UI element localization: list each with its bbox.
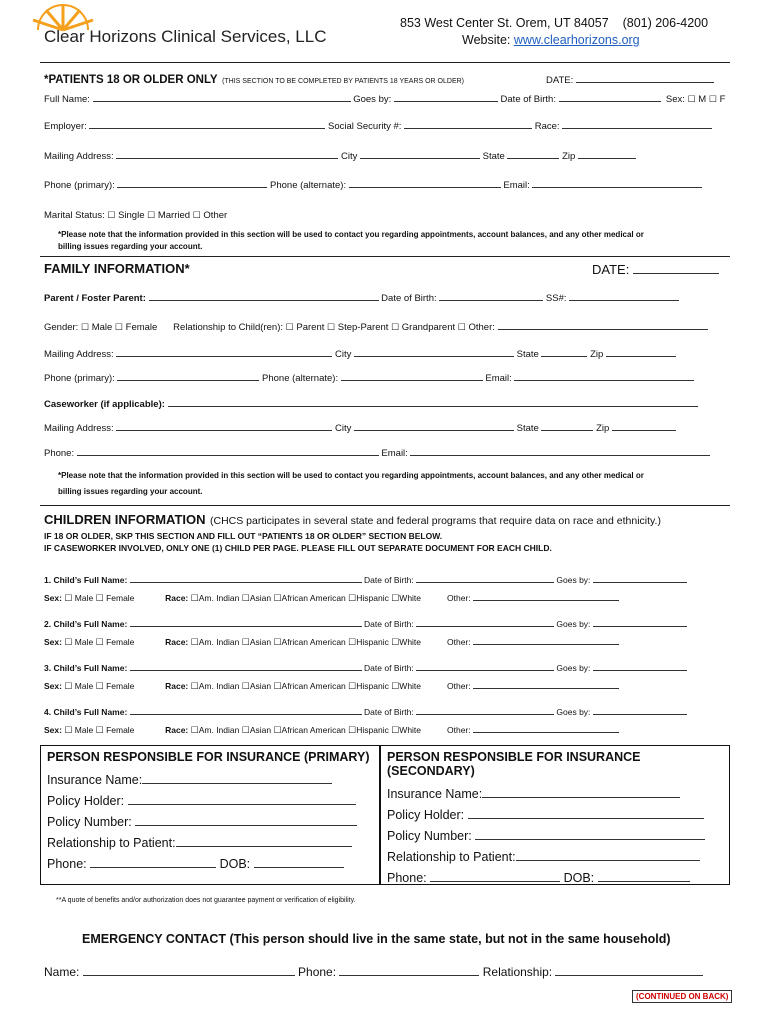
child-3-male-label: Male [74,681,94,691]
family-parent-label: Parent / Foster Parent: [44,293,146,304]
family-phone-row [44,370,694,384]
patient-employer-row [44,118,712,132]
family-email-label: Email: [485,373,512,384]
child-4-hispanic-label: Hispanic [356,725,389,735]
caseworker-phone-label: Phone: [44,448,75,459]
patient-goes-by-field[interactable] [394,91,498,102]
emergency-phone-field[interactable] [339,963,479,976]
secondary-policy-holder-label: Policy Holder: [387,808,465,822]
patient-marital-row [44,210,227,221]
child-2-female-label: Female [106,637,135,647]
family-gender-label: Gender: [44,322,79,333]
child-3-name-label: 3. Child’s Full Name: [44,663,128,673]
patient-date-field[interactable] [576,72,714,83]
family-gender-row [44,319,708,333]
sex-m-label: M [698,94,707,105]
child-4-asian-checkbox[interactable]: ☐ [241,725,250,735]
caseworker-row [44,396,698,410]
secondary-policy-holder-field[interactable] [468,806,704,819]
child-2-sex-label: Sex: [44,637,62,647]
emergency-name-label: Name: [44,965,80,979]
insurance-primary-box [40,745,380,885]
secondary-dob-label: DOB: [563,871,595,885]
patient-zip-label: Zip [562,151,576,162]
caseworker-email-field[interactable] [410,445,710,456]
child-3-asian-checkbox[interactable]: ☐ [241,681,250,691]
patient-goes-by-label: Goes by: [353,94,392,105]
child-1-other-field[interactable] [473,590,619,601]
child-4-male-checkbox[interactable]: ☐ [64,725,73,735]
child-1-hispanic-checkbox[interactable]: ☐ [348,593,357,603]
patient-name-row [44,91,734,105]
primary-policy-holder-field[interactable] [128,792,356,805]
secondary-policy-number-field[interactable] [475,827,705,840]
family-date-label: DATE: [592,262,630,277]
child-1-goesby-field[interactable] [593,572,687,583]
patient-note [58,229,644,253]
patient-phone-primary-label: Phone (primary): [44,180,115,191]
child-4-white-label: White [399,725,422,735]
child-1-asian-checkbox[interactable]: ☐ [241,593,250,603]
child-3-female-checkbox[interactable]: ☐ [95,681,104,691]
patient-divider [40,256,730,257]
primary-insurance-name-field[interactable] [142,771,332,784]
secondary-relationship-label: Relationship to Patient: [387,850,516,864]
patient-city-label: City [340,151,358,162]
caseworker-mailing-row [44,420,676,434]
child-3-male-checkbox[interactable]: ☐ [64,681,73,691]
patient-date-label: DATE: [546,75,574,86]
child-2-african-checkbox[interactable]: ☐ [273,637,282,647]
child-1-goesby-label: Goes by: [556,575,591,585]
rel-parent-checkbox[interactable]: ☐ [285,322,294,332]
marital-single-checkbox[interactable]: ☐ [107,210,116,220]
child-2-name-label: 2. Child’s Full Name: [44,619,128,629]
child-1-amindian-label: Am. Indian [198,593,240,603]
patient-state-field[interactable] [507,148,559,159]
emergency-name-field[interactable] [83,963,295,976]
marital-married-checkbox[interactable]: ☐ [147,210,156,220]
secondary-insurance-name-field[interactable] [482,785,680,798]
child-block-2 [44,616,734,660]
child-4-name-field[interactable] [130,704,362,715]
child-3-asian-label: Asian [249,681,272,691]
family-phone-alt-label: Phone (alternate): [262,373,339,384]
rel-other-field[interactable] [498,319,708,330]
child-3-amindian-checkbox[interactable]: ☐ [190,681,199,691]
emergency-relationship-label: Relationship: [482,965,553,979]
patient-section-title-row [44,70,464,88]
rel-step-label: Step-Parent [337,322,389,333]
patient-full-name-field[interactable] [93,91,351,102]
child-4-amindian-label: Am. Indian [198,725,240,735]
patient-phone-row [44,177,702,191]
patient-date-row [546,72,714,86]
children-instruction-1: IF 18 OR OLDER, SKP THIS SECTION AND FILL OUT “PATIENTS 18 OR OLDER” SECTION BELOW. [44,531,443,541]
patient-employer-label: Employer: [44,121,87,132]
family-phone-primary-field[interactable] [117,370,259,381]
child-3-hispanic-checkbox[interactable]: ☐ [348,681,357,691]
child-3-african-checkbox[interactable]: ☐ [273,681,282,691]
child-3-white-checkbox[interactable]: ☐ [391,681,400,691]
primary-dob-field[interactable] [254,855,344,868]
child-4-sex-label: Sex: [44,725,62,735]
family-note [58,468,644,500]
child-1-white-checkbox[interactable]: ☐ [391,593,400,603]
child-1-female-label: Female [106,593,135,603]
patient-race-field[interactable] [562,118,712,129]
caseworker-phone-field[interactable] [77,445,379,456]
patient-mailing-label: Mailing Address: [44,151,114,162]
secondary-phone-label: Phone: [387,871,427,885]
website-label: Website: [462,33,511,47]
patient-race-label: Race: [534,121,560,132]
patient-section-subtitle: (THIS SECTION TO BE COMPLETED BY PATIENTS 18 YEARS OR OLDER) [222,78,465,85]
child-1-female-checkbox[interactable]: ☐ [95,593,104,603]
patient-dob-label: Date of Birth: [500,94,556,105]
family-note-line-2: billing issues regarding your account. [58,487,203,496]
caseworker-state-field[interactable] [541,420,593,431]
patient-full-name-label: Full Name: [44,94,90,105]
child-2-goesby-label: Goes by: [556,619,591,629]
rel-other-label: Other: [468,322,495,333]
marital-married-label: Married [157,210,191,221]
child-4-hispanic-checkbox[interactable]: ☐ [348,725,357,735]
family-male-label: Male [91,322,113,333]
child-4-goesby-field[interactable] [593,704,687,715]
patient-ssn-field[interactable] [404,118,532,129]
child-2-male-checkbox[interactable]: ☐ [64,637,73,647]
family-state-field[interactable] [541,346,587,357]
emergency-phone-label: Phone: [298,965,337,979]
rel-step-checkbox[interactable]: ☐ [327,322,336,332]
child-3-white-label: White [399,681,422,691]
family-parent-row [44,290,679,304]
patient-mailing-field[interactable] [116,148,338,159]
family-parent-field[interactable] [149,290,379,301]
family-city-label: City [334,349,352,360]
header-divider [40,62,730,63]
sex-f-label: F [719,94,726,105]
website-line [462,33,640,47]
secondary-relationship-field[interactable] [516,848,700,861]
child-2-male-label: Male [74,637,94,647]
child-4-race-label: Race: [165,725,189,735]
child-1-white-label: White [399,593,422,603]
caseworker-zip-label: Zip [596,423,610,434]
child-1-name-field[interactable] [130,572,362,583]
family-date-field[interactable] [633,261,719,274]
patient-employer-field[interactable] [89,118,325,129]
child-3-african-label: African American [281,681,346,691]
family-state-label: State [516,349,539,360]
child-2-white-checkbox[interactable]: ☐ [391,637,400,647]
caseworker-label: Caseworker (if applicable): [44,399,165,410]
child-2-asian-label: Asian [249,637,272,647]
child-3-female-label: Female [106,681,135,691]
family-dob-field[interactable] [439,290,543,301]
family-mailing-field[interactable] [116,346,332,357]
patient-sex-label: Sex: [665,94,685,105]
primary-phone-label: Phone: [47,857,87,871]
family-dob-label: Date of Birth: [381,293,437,304]
family-relationship-label: Relationship to Child(ren): [173,322,284,333]
child-1-other-label: Other: [447,593,471,603]
child-1-dob-field[interactable] [416,572,554,583]
emergency-row [44,963,703,979]
marital-other-checkbox[interactable]: ☐ [192,210,201,220]
primary-relationship-label: Relationship to Patient: [47,836,176,850]
child-2-other-field[interactable] [473,634,619,645]
sex-m-checkbox[interactable]: ☐ [687,94,696,104]
company-address-line [400,16,708,30]
primary-insurance-name-label: Insurance Name: [47,773,143,787]
child-2-amindian-checkbox[interactable]: ☐ [190,637,199,647]
family-female-checkbox[interactable]: ☐ [114,322,123,332]
patient-dob-field[interactable] [559,91,661,102]
child-2-race-label: Race: [165,637,189,647]
family-phone-alt-field[interactable] [341,370,483,381]
child-3-hispanic-label: Hispanic [356,681,389,691]
child-4-dob-field[interactable] [416,704,554,715]
insurance-primary-title: PERSON RESPONSIBLE FOR INSURANCE (PRIMARY) [47,750,370,764]
child-4-female-label: Female [106,725,135,735]
children-instruction-2: IF CASEWORKER INVOLVED, ONLY ONE (1) CHILD PER PAGE. PLEASE FILL OUT SEPARATE DOCUMENT FOR EACH CHILD. [44,543,552,553]
emergency-relationship-field[interactable] [555,963,703,976]
child-4-amindian-checkbox[interactable]: ☐ [190,725,199,735]
child-2-african-label: African American [281,637,346,647]
rel-other-checkbox[interactable]: ☐ [457,322,466,332]
patient-note-line-1: *Please note that the information provided in this section will be used to contact you regarding appointments, account balances, and any other medical or [58,230,644,239]
child-3-other-field[interactable] [473,678,619,689]
child-4-goesby-label: Goes by: [556,707,591,717]
children-list [44,572,734,748]
patient-city-field[interactable] [360,148,480,159]
primary-policy-number-label: Policy Number: [47,815,132,829]
family-phone-primary-label: Phone (primary): [44,373,115,384]
child-4-other-label: Other: [447,725,471,735]
child-1-male-label: Male [74,593,94,603]
child-3-goesby-field[interactable] [593,660,687,671]
child-4-name-label: 4. Child’s Full Name: [44,707,128,717]
child-2-asian-checkbox[interactable]: ☐ [241,637,250,647]
child-1-dob-label: Date of Birth: [364,575,414,585]
family-date-row [592,261,719,277]
child-1-male-checkbox[interactable]: ☐ [64,593,73,603]
child-3-dob-label: Date of Birth: [364,663,414,673]
emergency-title: EMERGENCY CONTACT (This person should live in the same state, but not in the same household) [82,932,671,946]
primary-policy-number-field[interactable] [135,813,357,826]
child-3-name-field[interactable] [130,660,362,671]
child-2-dob-field[interactable] [416,616,554,627]
children-section-subtitle: (CHCS participates in several state and federal programs that require data on race and ethnicity.) [209,515,661,527]
child-4-female-checkbox[interactable]: ☐ [95,725,104,735]
child-2-goesby-field[interactable] [593,616,687,627]
sex-f-checkbox[interactable]: ☐ [708,94,717,104]
family-city-field[interactable] [354,346,514,357]
child-2-female-checkbox[interactable]: ☐ [95,637,104,647]
caseworker-mailing-label: Mailing Address: [44,423,114,434]
child-1-asian-label: Asian [249,593,272,603]
child-4-african-checkbox[interactable]: ☐ [273,725,282,735]
caseworker-state-label: State [516,423,539,434]
child-3-dob-field[interactable] [416,660,554,671]
patient-note-line-2: billing issues regarding your account. [58,242,203,251]
rel-grand-checkbox[interactable]: ☐ [391,322,400,332]
child-1-african-checkbox[interactable]: ☐ [273,593,282,603]
children-title-row [44,511,661,529]
caseworker-field[interactable] [168,396,698,407]
child-2-hispanic-checkbox[interactable]: ☐ [348,637,357,647]
family-zip-label: Zip [590,349,604,360]
child-4-white-checkbox[interactable]: ☐ [391,725,400,735]
family-ss-label: SS#: [545,293,567,304]
family-mailing-row [44,346,676,360]
family-section-title: FAMILY INFORMATION* [44,261,190,276]
patient-zip-field[interactable] [578,148,636,159]
secondary-insurance-name-label: Insurance Name: [387,787,483,801]
website-link[interactable]: www.clearhorizons.org [513,33,640,47]
family-mailing-label: Mailing Address: [44,349,114,360]
marital-other-label: Other [203,210,228,221]
child-4-dob-label: Date of Birth: [364,707,414,717]
caseworker-phone-row [44,445,710,459]
child-block-3 [44,660,734,704]
company-name: Clear Horizons Clinical Services, LLC [44,27,327,46]
patient-phone-alt-field[interactable] [349,177,501,188]
patient-email-field[interactable] [532,177,702,188]
marital-single-label: Single [118,210,145,221]
family-ss-field[interactable] [569,290,679,301]
child-2-other-label: Other: [447,637,471,647]
child-1-african-label: African American [281,593,346,603]
caseworker-city-field[interactable] [354,420,514,431]
primary-relationship-field[interactable] [176,834,352,847]
child-4-male-label: Male [74,725,94,735]
company-address: 853 West Center St. Orem, UT 84057 [400,16,609,30]
family-male-checkbox[interactable]: ☐ [80,322,90,332]
child-2-name-field[interactable] [130,616,362,627]
primary-policy-holder-label: Policy Holder: [47,794,125,808]
primary-phone-field[interactable] [90,855,216,868]
patient-section-title: *PATIENTS 18 OR OLDER ONLY [44,74,218,86]
continued-on-back-label: (CONTINUED ON BACK) [632,990,732,1003]
child-3-sex-label: Sex: [44,681,62,691]
children-section-title: CHILDREN INFORMATION [44,512,206,527]
caseworker-email-label: Email: [381,448,408,459]
child-2-amindian-label: Am. Indian [198,637,240,647]
patient-email-label: Email: [503,180,530,191]
child-2-white-label: White [399,637,422,647]
child-1-amindian-checkbox[interactable]: ☐ [190,593,199,603]
family-divider [40,505,730,506]
child-3-race-label: Race: [165,681,189,691]
children-instructions [44,530,552,554]
caseworker-city-label: City [334,423,352,434]
child-3-goesby-label: Goes by: [556,663,591,673]
secondary-phone-field[interactable] [430,869,560,882]
child-4-asian-label: Asian [249,725,272,735]
child-4-african-label: African American [281,725,346,735]
rel-grand-label: Grandparent [401,322,456,333]
family-zip-field[interactable] [606,346,676,357]
family-note-line-1: *Please note that the information provided in this section will be used to contact you regarding appointments, account balances, and any other medical or [58,471,644,480]
patient-mailing-row [44,148,636,162]
rel-parent-label: Parent [296,322,325,333]
patient-marital-label: Marital Status: [44,210,105,221]
child-4-other-field[interactable] [473,722,619,733]
child-1-sex-label: Sex: [44,593,62,603]
patient-state-label: State [482,151,505,162]
caseworker-mailing-field[interactable] [116,420,332,431]
child-block-4 [44,704,734,748]
insurance-note: **A quote of benefits and/or authorization does not guarantee payment or verification of eligibility. [56,897,356,904]
insurance-secondary-title: PERSON RESPONSIBLE FOR INSURANCE (SECONDARY) [387,750,641,778]
patient-ssn-label: Social Security #: [328,121,402,132]
patient-phone-primary-field[interactable] [117,177,267,188]
company-phone: (801) 206-4200 [622,16,709,30]
child-1-hispanic-label: Hispanic [356,593,389,603]
child-block-1 [44,572,734,616]
child-2-dob-label: Date of Birth: [364,619,414,629]
caseworker-zip-field[interactable] [612,420,676,431]
secondary-policy-number-label: Policy Number: [387,829,472,843]
primary-dob-label: DOB: [219,857,251,871]
child-3-amindian-label: Am. Indian [198,681,240,691]
insurance-secondary-box [380,745,730,885]
family-female-label: Female [125,322,158,333]
child-3-other-label: Other: [447,681,471,691]
child-1-name-label: 1. Child’s Full Name: [44,575,128,585]
secondary-dob-field[interactable] [598,869,690,882]
child-1-race-label: Race: [165,593,189,603]
family-email-field[interactable] [514,370,694,381]
child-2-hispanic-label: Hispanic [356,637,389,647]
patient-phone-alt-label: Phone (alternate): [270,180,347,191]
